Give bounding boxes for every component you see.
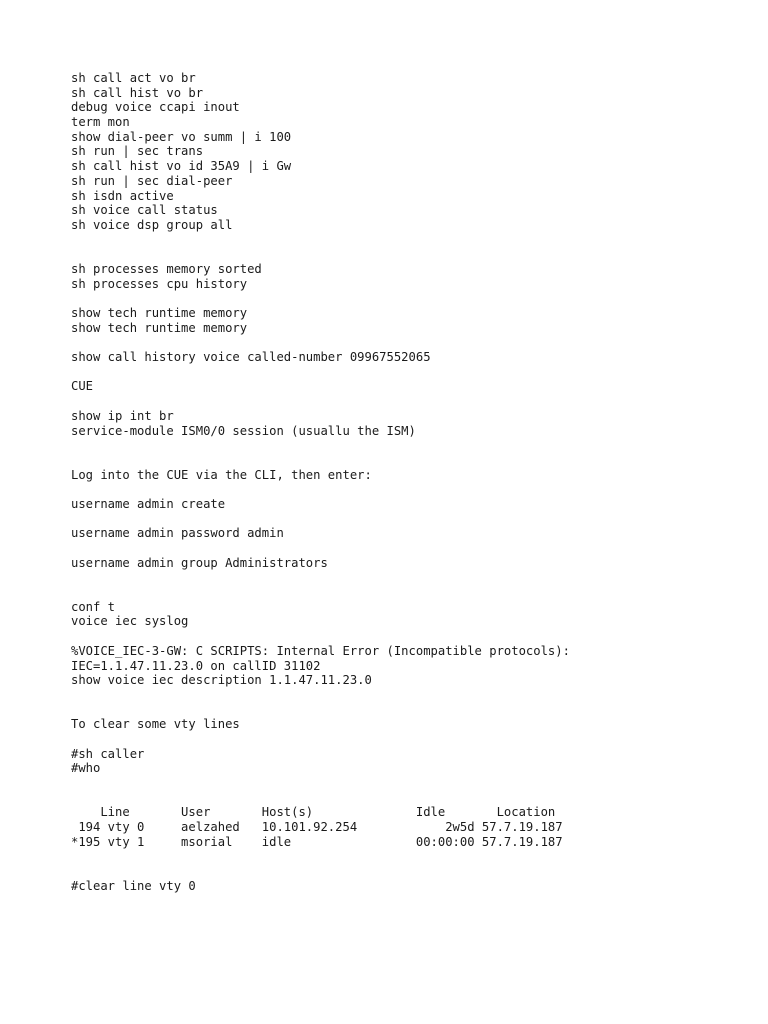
text-block: [71, 497, 731, 512]
block-spacer: [71, 850, 731, 879]
text-line: sh processes memory sorted: [71, 261, 262, 276]
text-block: [71, 717, 731, 732]
text-block: [71, 600, 731, 629]
text-line: sh run | sec trans: [71, 144, 204, 159]
block-spacer: [71, 365, 731, 380]
text-block: [71, 350, 731, 365]
text-line: show tech runtime memory: [71, 306, 248, 321]
block-spacer: [71, 335, 731, 350]
text-line: 194 vty 0 aelzahed 10.101.92.254 2w5d 57.7.19.187: [71, 820, 563, 835]
text-line: sh voice call status: [71, 203, 218, 218]
text-line: sh call act vo br: [71, 71, 196, 85]
block-spacer: [71, 541, 731, 556]
text-line: term mon: [71, 115, 130, 130]
text-line: Line User Host(s) Idle Location: [71, 805, 556, 820]
document-body: [71, 71, 731, 894]
block-spacer: [71, 570, 731, 599]
text-block: [71, 644, 731, 688]
text-line: To clear some vty lines: [71, 717, 240, 732]
text-line: show call history voice called-number 09967552065: [71, 350, 431, 365]
block-spacer: [71, 291, 731, 306]
block-spacer: [71, 438, 731, 467]
text-line: sh call hist vo id 35A9 | i Gw: [71, 159, 292, 174]
block-spacer: [71, 482, 731, 497]
text-line: show dial-peer vo summ | i 100: [71, 129, 292, 144]
block-spacer: [71, 732, 731, 747]
text-block: [71, 556, 731, 571]
block-spacer: [71, 233, 731, 262]
text-line: show ip int br: [71, 408, 174, 423]
text-block: [71, 379, 731, 394]
text-line: conf t: [71, 599, 116, 614]
text-line: *195 vty 1 msorial idle 00:00:00 57.7.19.187: [71, 834, 563, 849]
text-line: username admin create: [71, 496, 226, 511]
text-block: [71, 805, 731, 849]
block-spacer: [71, 512, 731, 527]
text-block: [71, 71, 731, 233]
text-line: debug voice ccapi inout: [71, 100, 240, 115]
text-line: username admin group Administrators: [71, 555, 328, 570]
text-line: #sh caller: [71, 746, 145, 761]
text-line: sh run | sec dial-peer: [71, 173, 233, 188]
text-line: sh processes cpu history: [71, 276, 248, 291]
block-spacer: [71, 776, 731, 805]
text-block: [71, 468, 731, 483]
text-line: #clear line vty 0: [71, 878, 196, 893]
text-block: [71, 409, 731, 438]
text-block: [71, 306, 731, 335]
text-line: IEC=1.1.47.11.23.0 on callID 31102: [71, 658, 321, 673]
text-line: username admin password admin: [71, 526, 284, 541]
text-line: #who: [71, 761, 101, 776]
block-spacer: [71, 688, 731, 717]
text-line: voice iec syslog: [71, 614, 189, 629]
text-line: sh voice dsp group all: [71, 217, 233, 232]
text-line: CUE: [71, 379, 94, 394]
text-line: Log into the CUE via the CLI, then enter:: [71, 467, 372, 482]
text-line: show tech runtime memory: [71, 320, 248, 335]
text-line: service-module ISM0/0 session (usuallu the ISM): [71, 423, 416, 438]
text-block: [71, 879, 731, 894]
text-line: sh isdn active: [71, 188, 174, 203]
text-block: [71, 262, 731, 291]
text-line: show voice iec description 1.1.47.11.23.0: [71, 673, 372, 688]
text-block: [71, 526, 731, 541]
block-spacer: [71, 629, 731, 644]
block-spacer: [71, 394, 731, 409]
text-line: %VOICE_IEC-3-GW: C SCRIPTS: Internal Error (Incompatible protocols):: [71, 643, 570, 658]
text-block: [71, 747, 731, 776]
text-line: sh call hist vo br: [71, 85, 204, 100]
